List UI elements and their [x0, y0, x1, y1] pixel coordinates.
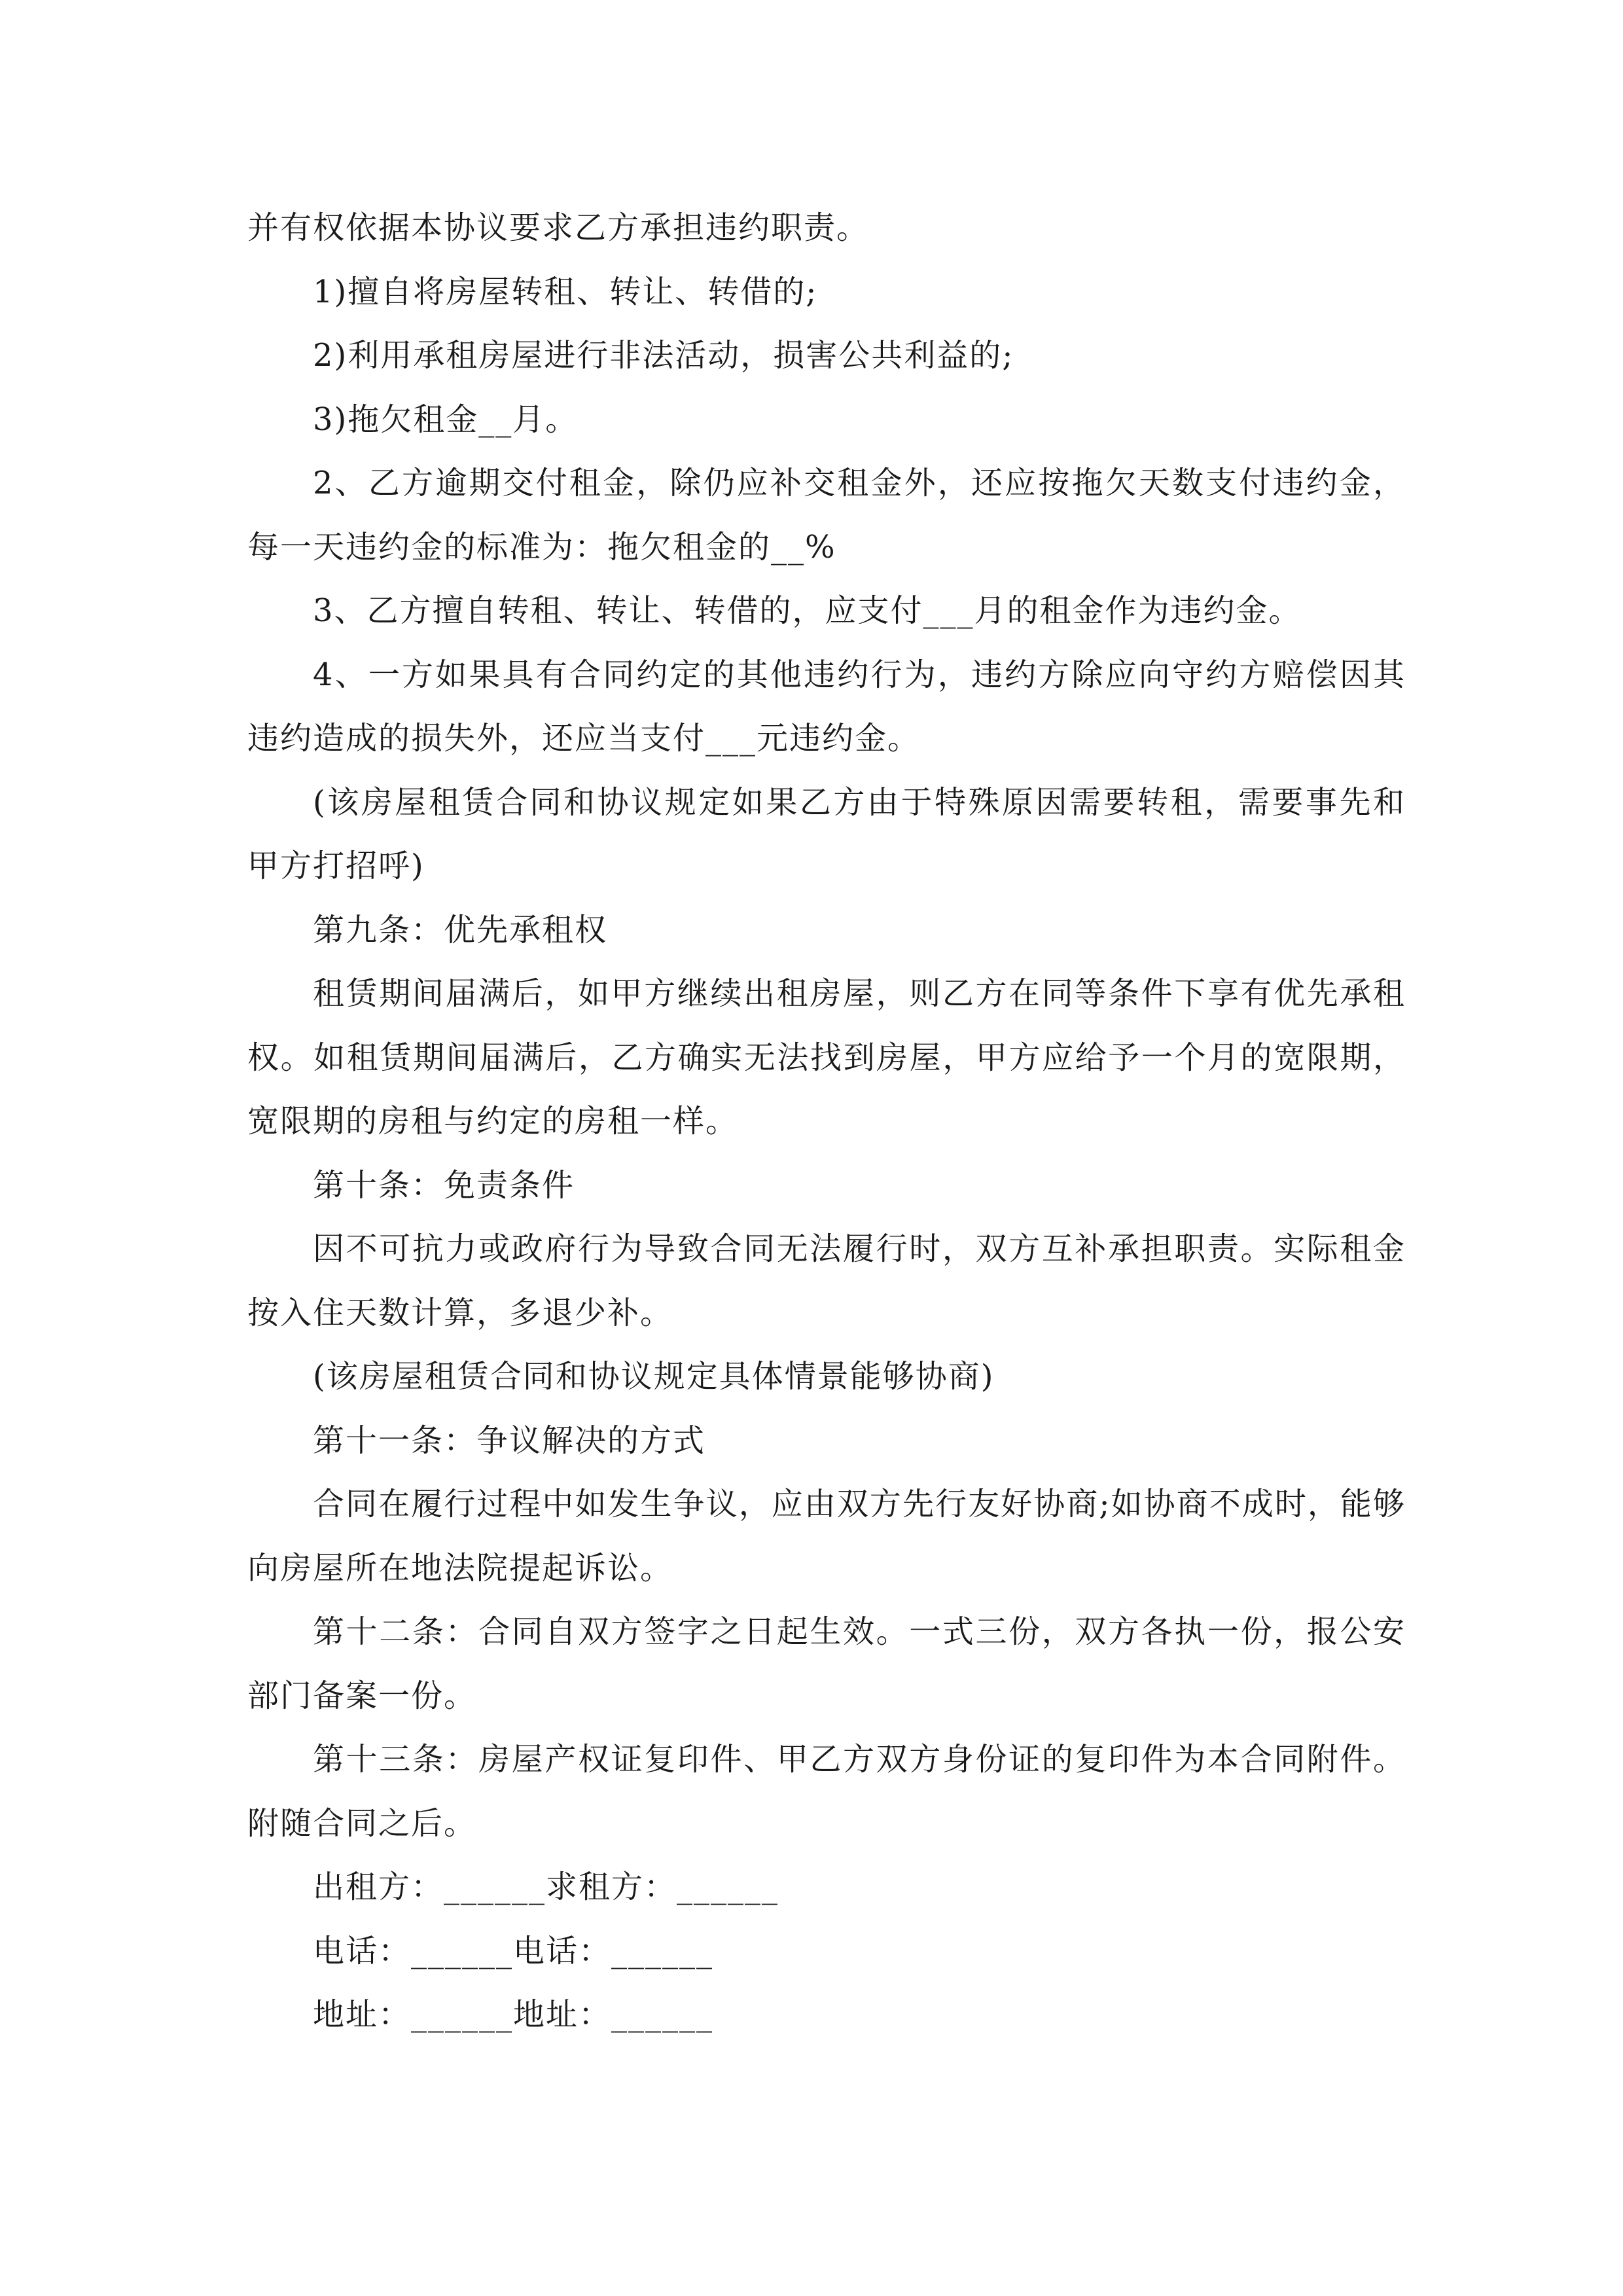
paragraph: 合同在履行过程中如发生争议，应由双方先行友好协商;如协商不成时，能够向房屋所在地法院提起诉讼。 — [247, 1486, 1406, 1587]
section-heading: 第九条：优先承租权 — [313, 911, 608, 948]
paragraph: (该房屋租赁合同和协议规定具体情景能够协商) — [313, 1358, 995, 1395]
paragraph: 并有权依据本协议要求乙方承担违约职责。 — [247, 209, 870, 246]
document-body — [247, 196, 1406, 2047]
signature-line-party: 出租方：______求租方：______ — [313, 1869, 779, 1905]
signature-line-phone: 电话：______电话：______ — [313, 1932, 714, 1969]
signature-line-address: 地址：______地址：______ — [313, 1996, 714, 2033]
paragraph: 3)拖欠租金__月。 — [313, 401, 579, 438]
paragraph: 租赁期间届满后，如甲方继续出租房屋，则乙方在同等条件下享有优先承租权。如租赁期间届满后，乙方确实无法找到房屋，甲方应给予一个月的宽限期，宽限期的房租与约定的房租一样。 — [247, 975, 1406, 1139]
paragraph: 4、一方如果具有合同约定的其他违约行为，违约方除应向守约方赔偿因其违约造成的损失外，还应当支付___元违约金。 — [247, 656, 1406, 757]
paragraph: 因不可抗力或政府行为导致合同无法履行时，双方互补承担职责。实际租金按入住天数计算，多退少补。 — [247, 1230, 1406, 1331]
paragraph: 第十二条：合同自双方签字之日起生效。一式三份，双方各执一份，报公安部门备案一份。 — [247, 1613, 1406, 1714]
section-heading: 第十条：免责条件 — [313, 1166, 575, 1204]
paragraph: 3、乙方擅自转租、转让、转借的，应支付___月的租金作为违约金。 — [313, 592, 1302, 629]
paragraph: 2、乙方逾期交付租金，除仍应补交租金外，还应按拖欠天数支付违约金，每一天违约金的标准为：拖欠租金的__% — [247, 465, 1406, 565]
paragraph: 第十三条：房屋产权证复印件、甲乙方双方身份证的复印件为本合同附件。附随合同之后。 — [247, 1741, 1406, 1842]
paragraph: 2)利用承租房屋进行非法活动，损害公共利益的; — [313, 337, 1014, 374]
section-heading: 第十一条：争议解决的方式 — [313, 1422, 706, 1459]
paragraph: 1)擅自将房屋转租、转让、转借的; — [313, 273, 818, 310]
paragraph: (该房屋租赁合同和协议规定如果乙方由于特殊原因需要转租，需要事先和甲方打招呼) — [247, 783, 1406, 884]
